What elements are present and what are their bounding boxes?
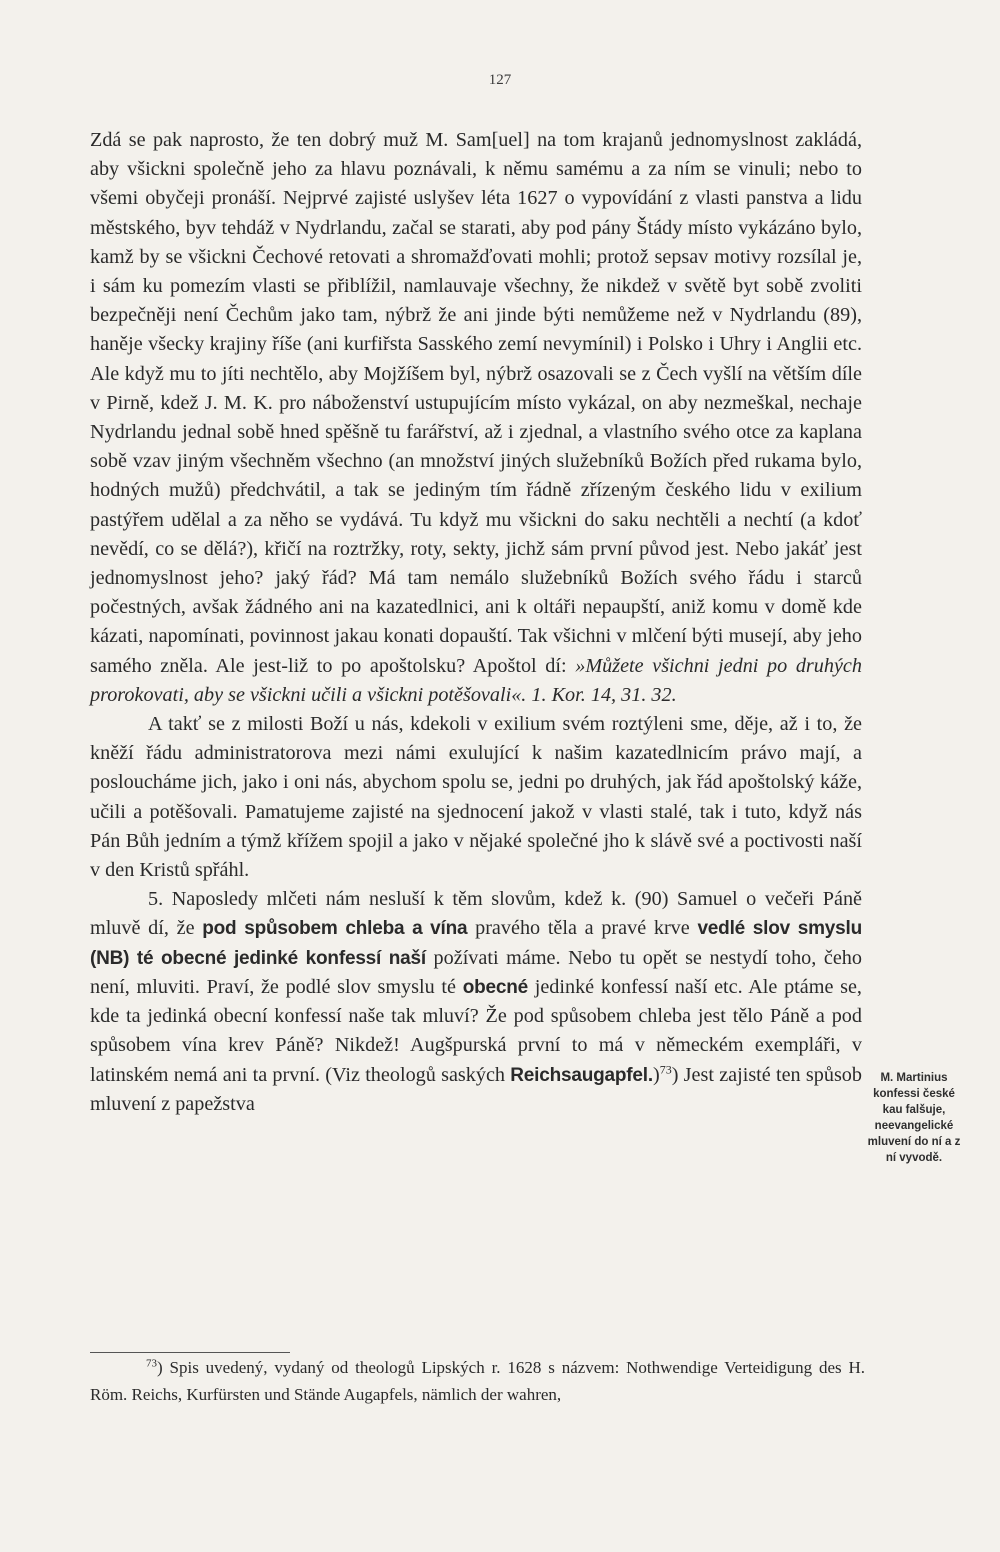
footnote-reference: 73 <box>659 1061 672 1076</box>
footnote-divider <box>90 1352 290 1353</box>
marginal-note: M. Martinius konfessi české kau falšuje, neevangelické mluvení do ní a z ní vyvodě. <box>867 1072 961 1164</box>
bible-quote: »Můžete všichni jedni po druhých prorokovati, aby se všickni učili a všickni potěšovali«. 1. Kor. 14, 31. 32. <box>90 654 862 706</box>
footnote-mark: 73 <box>146 1357 157 1370</box>
bold-phrase-2: vedlé slov smyslu (NB) té obecné jedinké konfessí naší <box>90 918 862 969</box>
paragraph-2: A takť se z milosti Boží u nás, kdekoli v exilium svém roztýleni sme, děje, až i to, že kněží řádu administratorova mezi námi exulující k našim kazatedlnicím právo mají, a posloucháme jich, jako i oni nás, abychom spolu se, jedni po druhých, jak řád apoštolský káže, učili a potěšovali. Pamatujeme zajisté na sjednocení jakož v vlasti stalé, tak i tuto, když nás Pán Bůh jedním a týmž křížem spojil a jako v nějaké společné jho k slávě své a poctivosti naší v den Kristů spřáhl. <box>90 713 862 882</box>
paragraph-3-text-1: 5. Naposledy mlčeti nám nesluší k těm slovům, kdež k. (90) Samuel o večeři Páně mluvě dí, že <box>90 888 862 940</box>
footnote-text: ) Spis uvedený, vydaný od theologů Lipských r. 1628 s názvem: Nothwendige Verteidigung des H. Röm. Reichs, Kurfürsten und Stände Augapfels, nämlich der wahren, <box>90 1358 865 1404</box>
bold-phrase-4: Reichsaugapfel. <box>510 1064 653 1086</box>
paragraph-3-text-6: ) Jest zajisté ten spůsob mluvení z papežstva <box>90 1063 862 1115</box>
paragraph-3-text-4: jedinké konfessí naší etc. Ale ptáme se, kde ta jedinká obecní konfessí naše tak mluví? Že pod spůsobem chleba jest tělo Páně a pod spůsobem vína krev Páně? Nikdež! Augšpurská první to má v německém exempláři, v latinském nemá ani ta první. (Viz theologů saských <box>90 975 862 1086</box>
paragraph-3 <box>90 885 862 1119</box>
bold-phrase-1: pod spůsobem chleba a vína <box>202 918 468 940</box>
footnote <box>90 1354 865 1408</box>
paragraph-3-text-3: požívati máme. Nebo tu opět se nestydí toho, čeho není, mluviti. Praví, že podlé slov smyslu té <box>90 946 862 998</box>
page-number: 127 <box>488 72 512 88</box>
paragraph-3-text-2: pravého těla a pravé krve <box>467 917 698 940</box>
bold-phrase-3: obecné <box>462 976 529 998</box>
main-text <box>90 126 862 1119</box>
paragraph-1 <box>90 126 862 710</box>
paragraph-3-text-5: ) <box>652 1063 660 1086</box>
paragraph-1-text: Zdá se pak naprosto, že ten dobrý muž M. Sam[uel] na tom krajanů jednomyslnost zakládá, aby všickni společně jeho za hlavu poznávali, k němu samému a za ním se vinuli; nebo to všemi obyčeji pronáší. Nejprvé zajisté uslyšev léta 1627 o vypovídání z vlasti panstva a lidu městského, byv tehdáž v Nydrlandu, začal se starati, aby pod pány Štády místo vykázáno bylo, kamž by se všickni Čechové retovati a shromažďovati mohli; protož sepsav motivy rozsílal je, i sám ku pomezím vlasti se přiblížil, namlauvaje všechny, že nikdež v světě byt sobě zvoliti bezpečněji není Čechům jako tam, nýbrž že ani jinde býti nemůžeme než v Nydrlandu (89), haněje všecky krajiny říše (ani kurfiřsta Sasského zemí nevymínil) i Polsko i Uhry i Anglii etc. Ale když mu to jíti nechtělo, aby Mojžíšem byl, nýbrž osazovali se z Čech vyšlí na větším díle v Pirně, kdež J. M. K. pro náboženství ustupujícím místo vykázal, on aby nezmeškal, nechaje Nydrlandu jednal sobě hned spěšně tu farářství, až i zjednal, a vlastního svého otce za kaplana sobě vzav jiným všechněm všechno (an množství jiných služebníků Božích před rukama bylo, hodných mužů) předchvátil, a tak se jediným tím řádně zřízeným českého lidu v exilium pastýřem udělal a za něho se vydává. Tu když mu všickni do saku nechtěli a nechtí (a kdoť nevědí, co se dělá?), křičí na roztržky, roty, sekty, jichž sám první původ jest. Nebo jakáť jest jednomyslnost jeho? jaký řád? Má tam nemálo služebníků Božích svého řádu i starců počestných, avšak žádného ani na kazatedlnici, ani k oltáři nepaupští, aniž komu v domě kde kázati, napomínati, povinnost jakau konati dopauští. Tak všichni v mlčení býti musejí, aby jeho samého zněla. Ale jest-liž to po apoštolsku? Apoštol dí: <box>90 129 862 677</box>
